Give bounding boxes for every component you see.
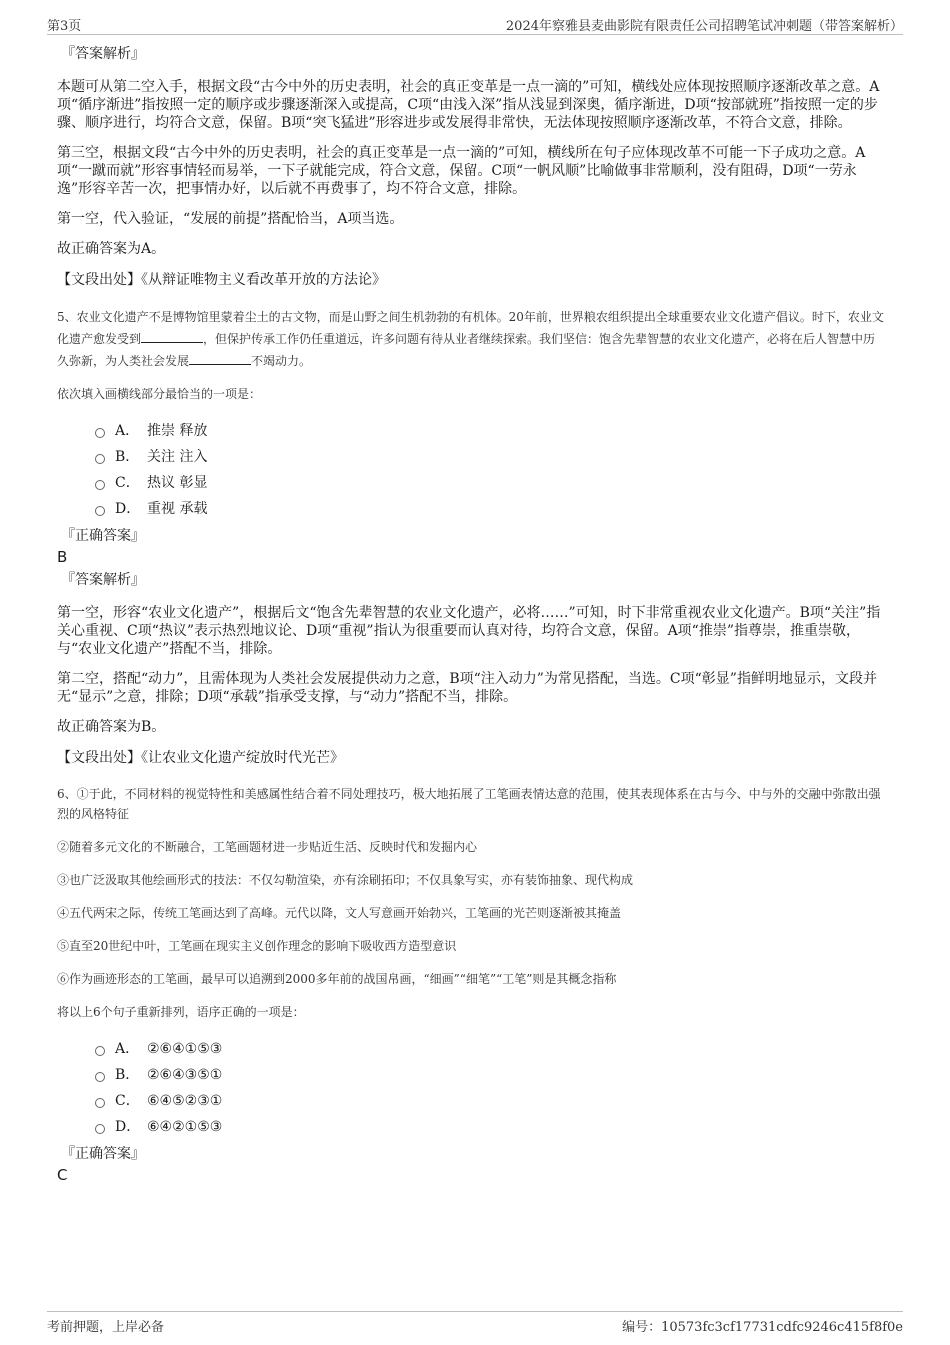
q5-answer-label: 『正确答案』: [61, 528, 145, 544]
radio-button[interactable]: [95, 454, 105, 464]
q6-prompt: 将以上6个句子重新排列，语序正确的一项是：: [57, 1005, 305, 1019]
page-number: 第3页: [47, 19, 82, 34]
radio-button[interactable]: [95, 506, 105, 516]
q5-option-b[interactable]: B． 关注 注入: [95, 444, 887, 470]
q5-option-d[interactable]: D． 重视 承载: [95, 496, 887, 522]
q5-options: [95, 418, 887, 522]
q4-analysis-paragraph: 第三空，根据文段“古今中外的历史表明，社会的真正变革是一点一滴的”可知，横线所在句子应体现改革不可能一下子成功之意。A项“一蹴而就”形容事情轻而易举，一下子就能完成，符合文意，保留。C项“一帆风顺”比喻做事非常顺利，没有阻碍，D项“一劳永逸”形容辛苦一次，把事情办好，以后就不再费事了，均不符合文意，排除。: [57, 145, 866, 197]
q6-option-a[interactable]: A． ②⑥④①⑤③: [95, 1036, 887, 1062]
radio-button[interactable]: [95, 1072, 105, 1082]
q6-sentence: ⑤直至20世纪中叶，工笔画在现实主义创作理念的影响下吸收西方造型意识: [57, 939, 457, 953]
q5-source: 【文段出处】《让农业文化遗产绽放时代光芒》: [57, 750, 344, 766]
blank-line: [189, 351, 251, 365]
radio-button[interactable]: [95, 1124, 105, 1134]
page-header: [47, 12, 903, 35]
q6-answer-label: 『正确答案』: [61, 1146, 145, 1162]
q6-sentence: ⑥作为画迹形态的工笔画，最早可以追溯到2000多年前的战国帛画，“细画”“细笔”“工笔”则是其概念指称: [57, 972, 617, 986]
q6-answer-value: C: [57, 1166, 68, 1184]
q5-analysis-label: 『答案解析』: [61, 572, 145, 588]
q6-options: [95, 1036, 887, 1140]
document-id: 编号：10573fc3cf17731cdfc9246c415f8f0e: [622, 1320, 903, 1335]
radio-button[interactable]: [95, 1046, 105, 1056]
q6-option-c[interactable]: C． ⑥④⑤②③①: [95, 1088, 887, 1114]
page-footer: [47, 1311, 903, 1336]
q6-sentence: ③也广泛汲取其他绘画形式的技法：不仅勾勒渲染，亦有涂刷拓印；不仅具象写实，亦有装饰抽象、现代构成: [57, 873, 634, 887]
q5-analysis-paragraph: 第二空，搭配“动力”，且需体现为人类社会发展提供动力之意，B项“注入动力”为常见搭配，当选。C项“彰显”指鲜明地显示，文段并无“显示”之意，排除；D项“承载”指承受支撑，与“动力”搭配不当，排除。: [57, 671, 877, 705]
q5-prompt: 依次填入画横线部分最恰当的一项是：: [57, 387, 262, 401]
radio-button[interactable]: [95, 1098, 105, 1108]
footer-slogan: 考前押题，上岸必备: [47, 1320, 165, 1335]
q4-analysis-paragraph: 第一空，代入验证，“发展的前提”搭配恰当，A项当选。: [57, 211, 404, 227]
q4-analysis-conclusion: 故正确答案为A。: [57, 241, 166, 257]
blank-line: [141, 329, 203, 343]
q6-option-b[interactable]: B． ②⑥④③⑤①: [95, 1062, 887, 1088]
q6-sentence: 6、①于此，不同材料的视觉特性和美感属性结合着不同处理技巧，极大地拓展了工笔画表情达意的范围，使其表现体系在古与今、中与外的交融中弥散出强烈的风格特征: [57, 787, 881, 821]
document-body: [57, 44, 887, 1188]
q5-option-a[interactable]: A． 推崇 释放: [95, 418, 887, 444]
q4-analysis-label: 『答案解析』: [61, 46, 145, 62]
q5-analysis-paragraph: 第一空，形容“农业文化遗产”，根据后文“饱含先辈智慧的农业文化遗产，必将……”可知，时下非常重视农业文化遗产。B项“关注”指关心重视、C项“热议”表示热烈地议论、D项“重视”指认为很重要而认真对待，均符合文意，保留。A项“推崇”指尊崇，推重崇敬，与“农业文化遗产”搭配不当，排除。: [57, 605, 881, 657]
q5-option-c[interactable]: C． 热议 彰显: [95, 470, 887, 496]
q5-question-text: 5、农业文化遗产不是博物馆里蒙着尘土的古文物，而是山野之间生机勃勃的有机体。20年前，世界粮农组织提出全球重要农业文化遗产倡议。时下，农业文化遗产愈发受到 ，但保护传承工作仍任重道远，许多问题有待从业者继续探索。我们坚信：饱含先辈智慧的农业文化遗产，必将在后人智慧中历久弥新，为人类社会发展 不竭动力。: [57, 310, 884, 368]
q6-sentence: ④五代两宋之际，传统工笔画达到了高峰。元代以降，文人写意画开始勃兴，工笔画的光芒则逐渐被其掩盖: [57, 906, 622, 920]
q4-source: 【文段出处】《从辩证唯物主义看改革开放的方法论》: [57, 272, 386, 288]
q6-sentence: ②随着多元文化的不断融合，工笔画题材进一步贴近生活、反映时代和发掘内心: [57, 840, 478, 854]
q6-option-d[interactable]: D． ⑥④②①⑤③: [95, 1114, 887, 1140]
document-title: 2024年察雅县麦曲影院有限责任公司招聘笔试冲刺题（带答案解析）: [505, 19, 903, 34]
radio-button[interactable]: [95, 480, 105, 490]
q5-answer-value: B: [57, 548, 68, 566]
q5-analysis-conclusion: 故正确答案为B。: [57, 719, 166, 735]
q4-analysis-paragraph: 本题可从第二空入手，根据文段“古今中外的历史表明，社会的真正变革是一点一滴的”可知，横线处应体现按照顺序逐渐改革之意。A项“循序渐进”指按照一定的顺序或步骤逐渐深入或提高，C项“由浅入深”指从浅显到深奥，循序渐进，D项“按部就班”指按照一定的步骤、顺序进行，均符合文意，保留。B项“突飞猛进”形容进步或发展得非常快，无法体现按照顺序逐渐改革，不符合文意，排除。: [57, 79, 880, 131]
radio-button[interactable]: [95, 428, 105, 438]
